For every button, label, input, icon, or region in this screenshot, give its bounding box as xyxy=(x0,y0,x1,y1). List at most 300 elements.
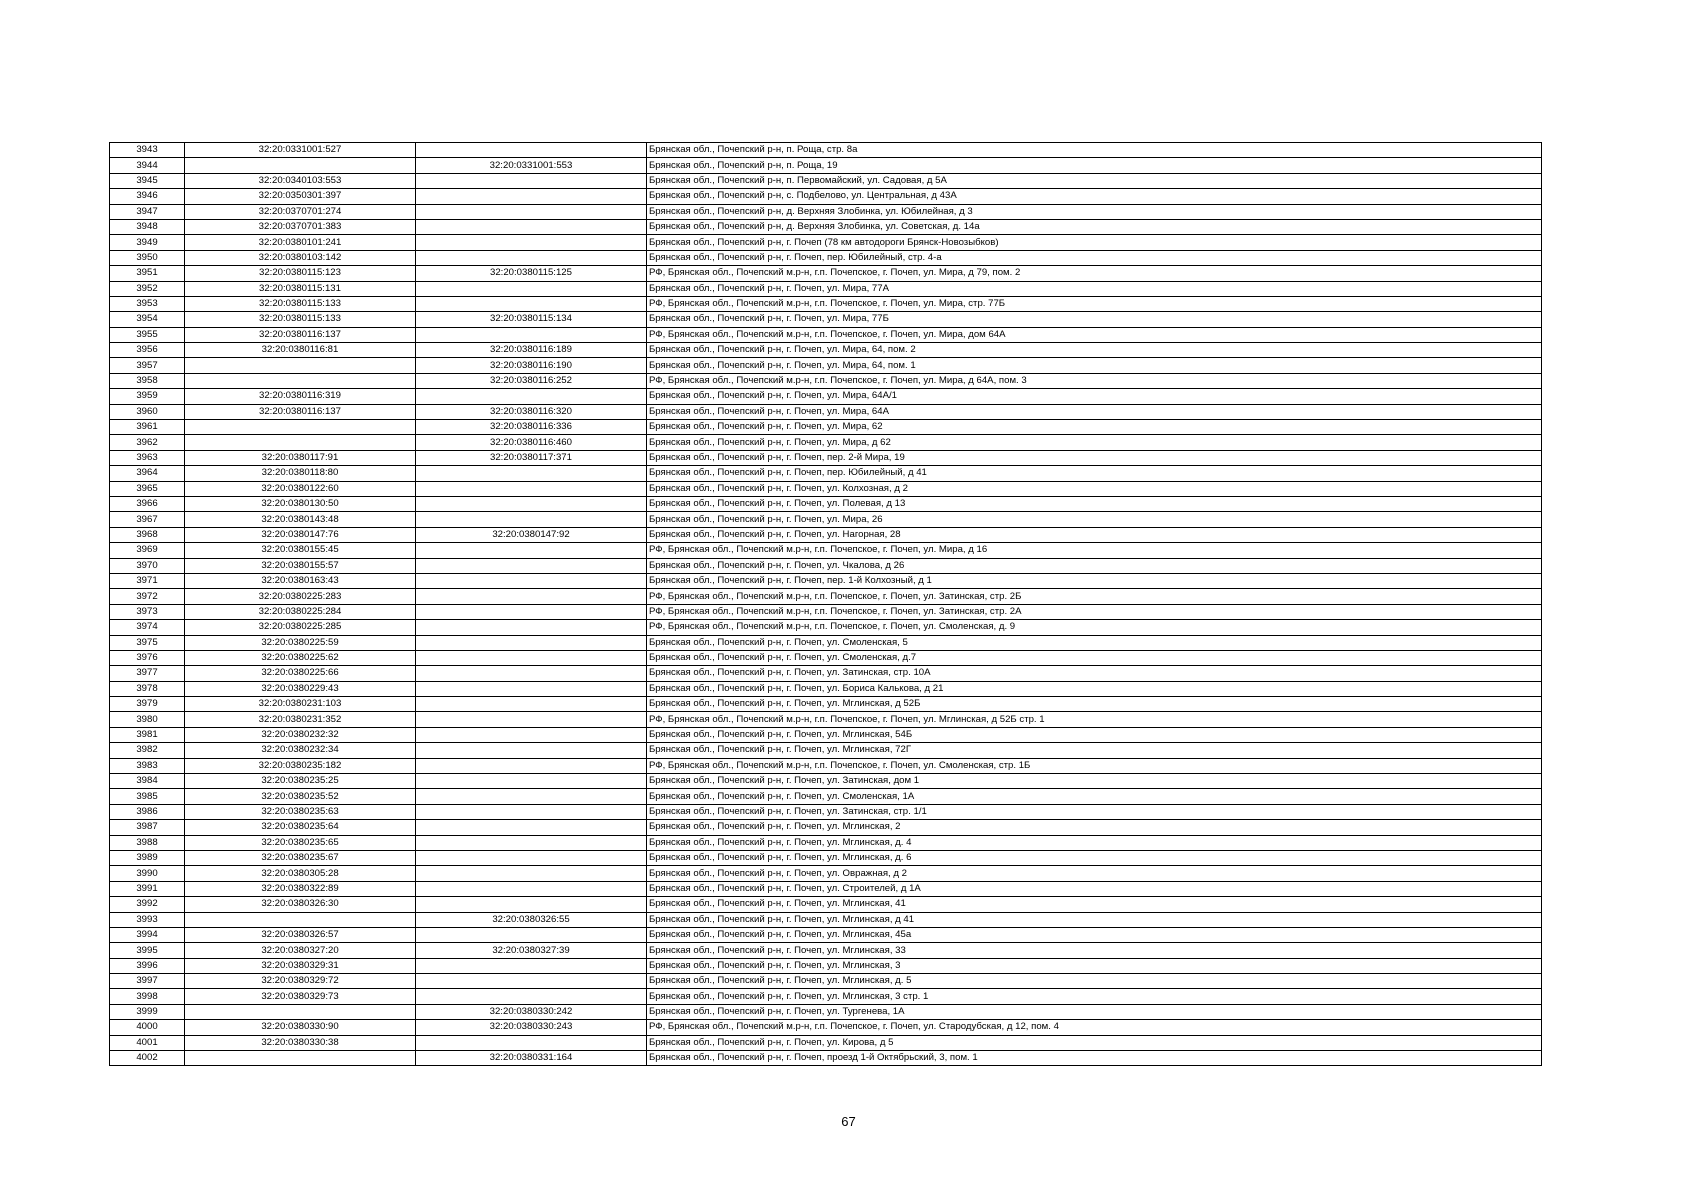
address-cell: Брянская обл., Почепский р-н, г. Почеп, ул. Мира, 62 xyxy=(647,420,1542,435)
address-cell: Брянская обл., Почепский р-н, г. Почеп, ул. Мира, 64А/1 xyxy=(647,389,1542,404)
cadastral-number-cell: 32:20:0380163:43 xyxy=(185,573,416,588)
table-row xyxy=(110,604,1542,619)
row-number-cell: 3948 xyxy=(110,219,185,234)
table-row xyxy=(110,958,1542,973)
address-cell: РФ, Брянская обл., Почепский м.р-н, г.п. Почепское, г. Почеп, ул. Мира, д 79, пом. 2 xyxy=(647,266,1542,281)
cadastral-number-cell: 32:20:0380103:142 xyxy=(185,250,416,265)
row-number-cell: 3980 xyxy=(110,712,185,727)
table-row xyxy=(110,989,1542,1004)
row-number-cell: 3992 xyxy=(110,897,185,912)
table-row xyxy=(110,404,1542,419)
table-row xyxy=(110,543,1542,558)
table-row xyxy=(110,189,1542,204)
related-cadastral-number-cell: 32:20:0380330:242 xyxy=(416,1004,647,1019)
row-number-cell: 3945 xyxy=(110,173,185,188)
address-cell: Брянская обл., Почепский р-н, г. Почеп, ул. Овражная, д 2 xyxy=(647,866,1542,881)
row-number-cell: 3982 xyxy=(110,743,185,758)
address-cell: Брянская обл., Почепский р-н, г. Почеп, ул. Мглинская, 33 xyxy=(647,943,1542,958)
table-row xyxy=(110,173,1542,188)
table-row xyxy=(110,1020,1542,1035)
table-row xyxy=(110,250,1542,265)
related-cadastral-number-cell xyxy=(416,897,647,912)
cadastral-number-cell: 32:20:0380225:285 xyxy=(185,620,416,635)
related-cadastral-number-cell xyxy=(416,635,647,650)
related-cadastral-number-cell xyxy=(416,804,647,819)
table-row xyxy=(110,481,1542,496)
table-row xyxy=(110,143,1542,158)
row-number-cell: 4001 xyxy=(110,1035,185,1050)
address-cell: Брянская обл., Почепский р-н, г. Почеп, ул. Затинская, стр. 10А xyxy=(647,666,1542,681)
address-cell: Брянская обл., Почепский р-н, г. Почеп, ул. Смоленская, 5 xyxy=(647,635,1542,650)
address-cell: Брянская обл., Почепский р-н, г. Почеп, ул. Нагорная, 28 xyxy=(647,527,1542,542)
cadastral-number-cell: 32:20:0380235:182 xyxy=(185,758,416,773)
cadastral-number-cell: 32:20:0370701:274 xyxy=(185,204,416,219)
property-table-body xyxy=(110,143,1542,1066)
related-cadastral-number-cell xyxy=(416,727,647,742)
table-row xyxy=(110,496,1542,511)
related-cadastral-number-cell xyxy=(416,958,647,973)
row-number-cell: 3950 xyxy=(110,250,185,265)
cadastral-number-cell: 32:20:0380116:137 xyxy=(185,327,416,342)
cadastral-number-cell: 32:20:0380225:59 xyxy=(185,635,416,650)
table-row xyxy=(110,1051,1542,1066)
related-cadastral-number-cell xyxy=(416,573,647,588)
cadastral-number-cell: 32:20:0380115:133 xyxy=(185,312,416,327)
cadastral-number-cell: 32:20:0380229:43 xyxy=(185,681,416,696)
row-number-cell: 3960 xyxy=(110,404,185,419)
related-cadastral-number-cell xyxy=(416,543,647,558)
cadastral-number-cell xyxy=(185,435,416,450)
address-cell: Брянская обл., Почепский р-н, д. Верхняя Злобинка, ул. Советская, д. 14а xyxy=(647,219,1542,234)
related-cadastral-number-cell: 32:20:0380116:320 xyxy=(416,404,647,419)
address-cell: Брянская обл., Почепский р-н, г. Почеп, ул. Мглинская, 54Б xyxy=(647,727,1542,742)
cadastral-number-cell: 32:20:0380117:91 xyxy=(185,450,416,465)
cadastral-number-cell xyxy=(185,358,416,373)
table-row xyxy=(110,512,1542,527)
address-cell: Брянская обл., Почепский р-н, г. Почеп, ул. Мглинская, д. 5 xyxy=(647,974,1542,989)
address-cell: Брянская обл., Почепский р-н, г. Почеп, ул. Мглинская, д. 4 xyxy=(647,835,1542,850)
row-number-cell: 3970 xyxy=(110,558,185,573)
table-row xyxy=(110,373,1542,388)
table-row xyxy=(110,850,1542,865)
related-cadastral-number-cell xyxy=(416,327,647,342)
address-cell: Брянская обл., Почепский р-н, г. Почеп (78 км автодороги Брянск-Новозыбков) xyxy=(647,235,1542,250)
related-cadastral-number-cell: 32:20:0380116:190 xyxy=(416,358,647,373)
table-row xyxy=(110,589,1542,604)
related-cadastral-number-cell xyxy=(416,650,647,665)
address-cell: Брянская обл., Почепский р-н, г. Почеп, ул. Мглинская, 72Г xyxy=(647,743,1542,758)
related-cadastral-number-cell xyxy=(416,143,647,158)
related-cadastral-number-cell xyxy=(416,666,647,681)
table-row xyxy=(110,697,1542,712)
address-cell: Брянская обл., Почепский р-н, г. Почеп, ул. Мглинская, д. 6 xyxy=(647,850,1542,865)
address-cell: Брянская обл., Почепский р-н, г. Почеп, пер. 2-й Мира, 19 xyxy=(647,450,1542,465)
cadastral-number-cell: 32:20:0380232:34 xyxy=(185,743,416,758)
table-row xyxy=(110,681,1542,696)
address-cell: Брянская обл., Почепский р-н, г. Почеп, ул. Мглинская, 45а xyxy=(647,927,1542,942)
cadastral-number-cell: 32:20:0380235:67 xyxy=(185,850,416,865)
related-cadastral-number-cell xyxy=(416,173,647,188)
address-cell: Брянская обл., Почепский р-н, г. Почеп, ул. Смоленская, 1А xyxy=(647,789,1542,804)
row-number-cell: 3985 xyxy=(110,789,185,804)
related-cadastral-number-cell xyxy=(416,558,647,573)
row-number-cell: 3981 xyxy=(110,727,185,742)
table-row xyxy=(110,727,1542,742)
row-number-cell: 3967 xyxy=(110,512,185,527)
row-number-cell: 3973 xyxy=(110,604,185,619)
related-cadastral-number-cell xyxy=(416,604,647,619)
row-number-cell: 3999 xyxy=(110,1004,185,1019)
address-cell: Брянская обл., Почепский р-н, г. Почеп, ул. Колхозная, д 2 xyxy=(647,481,1542,496)
address-cell: Брянская обл., Почепский р-н, п. Роща, 19 xyxy=(647,158,1542,173)
related-cadastral-number-cell xyxy=(416,512,647,527)
cadastral-number-cell: 32:20:0380130:50 xyxy=(185,496,416,511)
address-cell: РФ, Брянская обл., Почепский м.р-н, г.п. Почепское, г. Почеп, ул. Мглинская, д 52Б стр. 1 xyxy=(647,712,1542,727)
table-row xyxy=(110,804,1542,819)
row-number-cell: 3959 xyxy=(110,389,185,404)
cadastral-number-cell: 32:20:0380118:80 xyxy=(185,466,416,481)
address-cell: РФ, Брянская обл., Почепский м.р-н, г.п. Почепское, г. Почеп, ул. Стародубская, д 12, пом. 4 xyxy=(647,1020,1542,1035)
related-cadastral-number-cell: 32:20:0380330:243 xyxy=(416,1020,647,1035)
row-number-cell: 3955 xyxy=(110,327,185,342)
row-number-cell: 3984 xyxy=(110,774,185,789)
table-row xyxy=(110,527,1542,542)
cadastral-number-cell: 32:20:0380225:284 xyxy=(185,604,416,619)
row-number-cell: 3975 xyxy=(110,635,185,650)
table-row xyxy=(110,466,1542,481)
table-row xyxy=(110,712,1542,727)
cadastral-number-cell: 32:20:0380327:20 xyxy=(185,943,416,958)
row-number-cell: 3991 xyxy=(110,881,185,896)
related-cadastral-number-cell xyxy=(416,974,647,989)
related-cadastral-number-cell xyxy=(416,712,647,727)
related-cadastral-number-cell xyxy=(416,774,647,789)
address-cell: Брянская обл., Почепский р-н, г. Почеп, ул. Мглинская, 2 xyxy=(647,820,1542,835)
cadastral-number-cell: 32:20:0380116:137 xyxy=(185,404,416,419)
cadastral-number-cell: 32:20:0380235:52 xyxy=(185,789,416,804)
related-cadastral-number-cell xyxy=(416,681,647,696)
related-cadastral-number-cell: 32:20:0380116:336 xyxy=(416,420,647,435)
related-cadastral-number-cell: 32:20:0380327:39 xyxy=(416,943,647,958)
row-number-cell: 3943 xyxy=(110,143,185,158)
row-number-cell: 3971 xyxy=(110,573,185,588)
address-cell: РФ, Брянская обл., Почепский м.р-н, г.п. Почепское, г. Почеп, ул. Затинская, стр. 2А xyxy=(647,604,1542,619)
address-cell: Брянская обл., Почепский р-н, г. Почеп, ул. Мглинская, 3 стр. 1 xyxy=(647,989,1542,1004)
cadastral-number-cell: 32:20:0370701:383 xyxy=(185,219,416,234)
related-cadastral-number-cell xyxy=(416,743,647,758)
row-number-cell: 3989 xyxy=(110,850,185,865)
table-row xyxy=(110,758,1542,773)
cadastral-number-cell: 32:20:0380225:283 xyxy=(185,589,416,604)
cadastral-number-cell: 32:20:0380232:32 xyxy=(185,727,416,742)
address-cell: Брянская обл., Почепский р-н, с. Подбелово, ул. Центральная, д 43А xyxy=(647,189,1542,204)
address-cell: Брянская обл., Почепский р-н, п. Первомайский, ул. Садовая, д 5А xyxy=(647,173,1542,188)
cadastral-number-cell: 32:20:0380329:31 xyxy=(185,958,416,973)
cadastral-number-cell: 32:20:0380116:319 xyxy=(185,389,416,404)
cadastral-number-cell: 32:20:0380235:64 xyxy=(185,820,416,835)
row-number-cell: 3947 xyxy=(110,204,185,219)
related-cadastral-number-cell xyxy=(416,235,647,250)
row-number-cell: 3979 xyxy=(110,697,185,712)
table-row xyxy=(110,281,1542,296)
address-cell: Брянская обл., Почепский р-н, г. Почеп, ул. Мира, 77Б xyxy=(647,312,1542,327)
cadastral-number-cell xyxy=(185,1051,416,1066)
page-number: 67 xyxy=(841,1114,856,1129)
table-row xyxy=(110,558,1542,573)
table-row xyxy=(110,312,1542,327)
address-cell: Брянская обл., Почепский р-н, г. Почеп, ул. Затинская, дом 1 xyxy=(647,774,1542,789)
related-cadastral-number-cell: 32:20:0380115:134 xyxy=(416,312,647,327)
row-number-cell: 3978 xyxy=(110,681,185,696)
table-row xyxy=(110,743,1542,758)
related-cadastral-number-cell: 32:20:0380117:371 xyxy=(416,450,647,465)
cadastral-number-cell: 32:20:0380329:72 xyxy=(185,974,416,989)
address-cell: Брянская обл., Почепский р-н, г. Почеп, ул. Тургенева, 1А xyxy=(647,1004,1542,1019)
cadastral-number-cell: 32:20:0380231:352 xyxy=(185,712,416,727)
table-row xyxy=(110,666,1542,681)
row-number-cell: 3993 xyxy=(110,912,185,927)
row-number-cell: 3963 xyxy=(110,450,185,465)
related-cadastral-number-cell: 32:20:0380116:252 xyxy=(416,373,647,388)
row-number-cell: 3964 xyxy=(110,466,185,481)
address-cell: Брянская обл., Почепский р-н, г. Почеп, ул. Мира, д 62 xyxy=(647,435,1542,450)
table-row xyxy=(110,358,1542,373)
address-cell: Брянская обл., Почепский р-н, г. Почеп, ул. Мира, 64А xyxy=(647,404,1542,419)
related-cadastral-number-cell: 32:20:0380147:92 xyxy=(416,527,647,542)
related-cadastral-number-cell xyxy=(416,250,647,265)
address-cell: Брянская обл., Почепский р-н, г. Почеп, ул. Мира, 26 xyxy=(647,512,1542,527)
related-cadastral-number-cell xyxy=(416,389,647,404)
row-number-cell: 3952 xyxy=(110,281,185,296)
table-row xyxy=(110,327,1542,342)
table-row xyxy=(110,235,1542,250)
table-row xyxy=(110,927,1542,942)
row-number-cell: 3987 xyxy=(110,820,185,835)
row-number-cell: 3996 xyxy=(110,958,185,973)
row-number-cell: 3944 xyxy=(110,158,185,173)
cadastral-number-cell: 32:20:0380326:30 xyxy=(185,897,416,912)
address-cell: Брянская обл., Почепский р-н, г. Почеп, ул. Полевая, д 13 xyxy=(647,496,1542,511)
row-number-cell: 3951 xyxy=(110,266,185,281)
row-number-cell: 3966 xyxy=(110,496,185,511)
table-row xyxy=(110,450,1542,465)
address-cell: РФ, Брянская обл., Почепский м.р-н, г.п. Почепское, г. Почеп, ул. Затинская, стр. 2Б xyxy=(647,589,1542,604)
table-row xyxy=(110,866,1542,881)
table-row xyxy=(110,820,1542,835)
cadastral-number-cell: 32:20:0340103:553 xyxy=(185,173,416,188)
table-row xyxy=(110,435,1542,450)
cadastral-number-cell: 32:20:0380231:103 xyxy=(185,697,416,712)
related-cadastral-number-cell xyxy=(416,589,647,604)
cadastral-number-cell: 32:20:0380143:48 xyxy=(185,512,416,527)
related-cadastral-number-cell xyxy=(416,866,647,881)
row-number-cell: 3995 xyxy=(110,943,185,958)
related-cadastral-number-cell xyxy=(416,481,647,496)
cadastral-number-cell: 32:20:0380330:90 xyxy=(185,1020,416,1035)
related-cadastral-number-cell xyxy=(416,989,647,1004)
cadastral-number-cell: 32:20:0380115:131 xyxy=(185,281,416,296)
cadastral-number-cell: 32:20:0380235:25 xyxy=(185,774,416,789)
cadastral-number-cell: 32:20:0380115:123 xyxy=(185,266,416,281)
cadastral-number-cell: 32:20:0380122:60 xyxy=(185,481,416,496)
related-cadastral-number-cell: 32:20:0380326:55 xyxy=(416,912,647,927)
cadastral-number-cell: 32:20:0331001:527 xyxy=(185,143,416,158)
related-cadastral-number-cell xyxy=(416,219,647,234)
address-cell: Брянская обл., Почепский р-н, г. Почеп, ул. Затинская, стр. 1/1 xyxy=(647,804,1542,819)
table-row xyxy=(110,835,1542,850)
related-cadastral-number-cell xyxy=(416,758,647,773)
cadastral-number-cell: 32:20:0380115:133 xyxy=(185,296,416,311)
row-number-cell: 3956 xyxy=(110,343,185,358)
address-cell: РФ, Брянская обл., Почепский м.р-н, г.п. Почепское, г. Почеп, ул. Смоленская, стр. 1Б xyxy=(647,758,1542,773)
related-cadastral-number-cell xyxy=(416,189,647,204)
row-number-cell: 3957 xyxy=(110,358,185,373)
row-number-cell: 3977 xyxy=(110,666,185,681)
related-cadastral-number-cell: 32:20:0380116:460 xyxy=(416,435,647,450)
cadastral-number-cell: 32:20:0380305:28 xyxy=(185,866,416,881)
address-cell: Брянская обл., Почепский р-н, г. Почеп, ул. Строителей, д 1А xyxy=(647,881,1542,896)
row-number-cell: 3946 xyxy=(110,189,185,204)
property-table xyxy=(109,142,1542,1066)
row-number-cell: 3953 xyxy=(110,296,185,311)
row-number-cell: 4000 xyxy=(110,1020,185,1035)
table-row xyxy=(110,943,1542,958)
cadastral-number-cell: 32:20:0350301:397 xyxy=(185,189,416,204)
table-row xyxy=(110,204,1542,219)
related-cadastral-number-cell xyxy=(416,881,647,896)
address-cell: РФ, Брянская обл., Почепский м.р-н, г.п. Почепское, г. Почеп, ул. Смоленская, д. 9 xyxy=(647,620,1542,635)
cadastral-number-cell: 32:20:0380116:81 xyxy=(185,343,416,358)
related-cadastral-number-cell xyxy=(416,496,647,511)
table-row xyxy=(110,774,1542,789)
address-cell: Брянская обл., Почепский р-н, г. Почеп, ул. Кирова, д 5 xyxy=(647,1035,1542,1050)
related-cadastral-number-cell xyxy=(416,620,647,635)
table-row xyxy=(110,974,1542,989)
related-cadastral-number-cell xyxy=(416,927,647,942)
address-cell: Брянская обл., Почепский р-н, г. Почеп, проезд 1-й Октябрьский, 3, пом. 1 xyxy=(647,1051,1542,1066)
row-number-cell: 3998 xyxy=(110,989,185,1004)
row-number-cell: 3983 xyxy=(110,758,185,773)
related-cadastral-number-cell xyxy=(416,281,647,296)
table-row xyxy=(110,219,1542,234)
address-cell: РФ, Брянская обл., Почепский м.р-н, г.п. Почепское, г. Почеп, ул. Мира, стр. 77Б xyxy=(647,296,1542,311)
table-row xyxy=(110,620,1542,635)
related-cadastral-number-cell: 32:20:0331001:553 xyxy=(416,158,647,173)
address-cell: РФ, Брянская обл., Почепский м.р-н, г.п. Почепское, г. Почеп, ул. Мира, дом 64А xyxy=(647,327,1542,342)
table-row xyxy=(110,266,1542,281)
row-number-cell: 3958 xyxy=(110,373,185,388)
cadastral-number-cell: 32:20:0380330:38 xyxy=(185,1035,416,1050)
address-cell: РФ, Брянская обл., Почепский м.р-н, г.п. Почепское, г. Почеп, ул. Мира, д 16 xyxy=(647,543,1542,558)
address-cell: Брянская обл., Почепский р-н, г. Почеп, пер. 1-й Колхозный, д 1 xyxy=(647,573,1542,588)
related-cadastral-number-cell xyxy=(416,466,647,481)
table-row xyxy=(110,296,1542,311)
row-number-cell: 3961 xyxy=(110,420,185,435)
address-cell: Брянская обл., Почепский р-н, г. Почеп, пер. Юбилейный, стр. 4-а xyxy=(647,250,1542,265)
row-number-cell: 3994 xyxy=(110,927,185,942)
address-cell: Брянская обл., Почепский р-н, г. Почеп, ул. Чкалова, д 26 xyxy=(647,558,1542,573)
related-cadastral-number-cell xyxy=(416,204,647,219)
cadastral-number-cell: 32:20:0380235:63 xyxy=(185,804,416,819)
row-number-cell: 3997 xyxy=(110,974,185,989)
row-number-cell: 3976 xyxy=(110,650,185,665)
row-number-cell: 3962 xyxy=(110,435,185,450)
row-number-cell: 3965 xyxy=(110,481,185,496)
cadastral-number-cell: 32:20:0380155:45 xyxy=(185,543,416,558)
row-number-cell: 3969 xyxy=(110,543,185,558)
related-cadastral-number-cell: 32:20:0380116:189 xyxy=(416,343,647,358)
cadastral-number-cell xyxy=(185,158,416,173)
address-cell: Брянская обл., Почепский р-н, г. Почеп, ул. Мглинская, д 52Б xyxy=(647,697,1542,712)
related-cadastral-number-cell xyxy=(416,697,647,712)
related-cadastral-number-cell xyxy=(416,835,647,850)
related-cadastral-number-cell xyxy=(416,789,647,804)
address-cell: Брянская обл., Почепский р-н, г. Почеп, ул. Бориса Калькова, д 21 xyxy=(647,681,1542,696)
table-row xyxy=(110,881,1542,896)
table-row xyxy=(110,343,1542,358)
table-row xyxy=(110,650,1542,665)
address-cell: Брянская обл., Почепский р-н, г. Почеп, ул. Мира, 64, пом. 1 xyxy=(647,358,1542,373)
related-cadastral-number-cell xyxy=(416,296,647,311)
row-number-cell: 4002 xyxy=(110,1051,185,1066)
table-row xyxy=(110,912,1542,927)
table-row xyxy=(110,1035,1542,1050)
cadastral-number-cell xyxy=(185,420,416,435)
cadastral-number-cell: 32:20:0380329:73 xyxy=(185,989,416,1004)
cadastral-number-cell: 32:20:0380155:57 xyxy=(185,558,416,573)
table-row xyxy=(110,158,1542,173)
related-cadastral-number-cell xyxy=(416,820,647,835)
table-row xyxy=(110,420,1542,435)
address-cell: Брянская обл., Почепский р-н, г. Почеп, ул. Мглинская, 41 xyxy=(647,897,1542,912)
cadastral-number-cell xyxy=(185,1004,416,1019)
table-row xyxy=(110,573,1542,588)
cadastral-number-cell: 32:20:0380225:62 xyxy=(185,650,416,665)
cadastral-number-cell: 32:20:0380147:76 xyxy=(185,527,416,542)
table-row xyxy=(110,389,1542,404)
table-row xyxy=(110,789,1542,804)
cadastral-number-cell xyxy=(185,912,416,927)
cadastral-number-cell xyxy=(185,373,416,388)
row-number-cell: 3974 xyxy=(110,620,185,635)
cadastral-number-cell: 32:20:0380225:66 xyxy=(185,666,416,681)
row-number-cell: 3986 xyxy=(110,804,185,819)
address-cell: РФ, Брянская обл., Почепский м.р-н, г.п. Почепское, г. Почеп, ул. Мира, д 64А, пом. 3 xyxy=(647,373,1542,388)
cadastral-number-cell: 32:20:0380326:57 xyxy=(185,927,416,942)
row-number-cell: 3968 xyxy=(110,527,185,542)
address-cell: Брянская обл., Почепский р-н, г. Почеп, ул. Мглинская, 3 xyxy=(647,958,1542,973)
cadastral-number-cell: 32:20:0380101:241 xyxy=(185,235,416,250)
table-row xyxy=(110,1004,1542,1019)
address-cell: Брянская обл., Почепский р-н, п. Роща, стр. 8а xyxy=(647,143,1542,158)
cadastral-number-cell: 32:20:0380235:65 xyxy=(185,835,416,850)
row-number-cell: 3988 xyxy=(110,835,185,850)
row-number-cell: 3972 xyxy=(110,589,185,604)
related-cadastral-number-cell: 32:20:0380331:164 xyxy=(416,1051,647,1066)
address-cell: Брянская обл., Почепский р-н, г. Почеп, ул. Мира, 77А xyxy=(647,281,1542,296)
table-row xyxy=(110,635,1542,650)
address-cell: Брянская обл., Почепский р-н, д. Верхняя Злобинка, ул. Юбилейная, д 3 xyxy=(647,204,1542,219)
address-cell: Брянская обл., Почепский р-н, г. Почеп, пер. Юбилейный, д 41 xyxy=(647,466,1542,481)
row-number-cell: 3954 xyxy=(110,312,185,327)
row-number-cell: 3990 xyxy=(110,866,185,881)
table-row xyxy=(110,897,1542,912)
related-cadastral-number-cell: 32:20:0380115:125 xyxy=(416,266,647,281)
cadastral-number-cell: 32:20:0380322:89 xyxy=(185,881,416,896)
related-cadastral-number-cell xyxy=(416,1035,647,1050)
address-cell: Брянская обл., Почепский р-н, г. Почеп, ул. Смоленская, д.7 xyxy=(647,650,1542,665)
related-cadastral-number-cell xyxy=(416,850,647,865)
